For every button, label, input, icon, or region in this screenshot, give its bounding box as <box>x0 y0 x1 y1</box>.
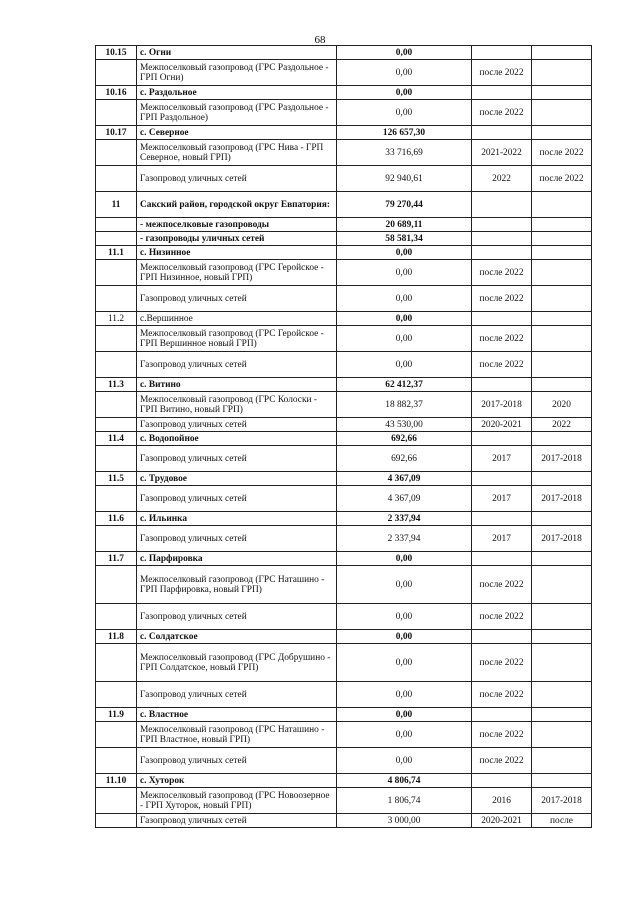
row-name-cell: - межпоселковые газопроводы <box>137 218 337 232</box>
row-name-cell: Газопровод уличных сетей <box>137 682 337 708</box>
row-number-cell: 11.6 <box>96 512 137 526</box>
row-year-start-cell: после 2022 <box>472 566 532 604</box>
row-year-start-cell: после 2022 <box>472 326 532 352</box>
table-row <box>96 526 592 552</box>
row-year-start-cell: после 2022 <box>472 100 532 126</box>
row-number-cell: 11.2 <box>96 312 137 326</box>
row-year-start-cell: после 2022 <box>472 604 532 630</box>
row-name-cell: с. Водопойное <box>137 432 337 446</box>
table-row <box>96 352 592 378</box>
row-number-cell: 10.16 <box>96 86 137 100</box>
table-row <box>96 446 592 472</box>
row-value-cell: 4 367,09 <box>337 486 472 512</box>
row-year-start-cell: 2020-2021 <box>472 418 532 432</box>
page-number: 68 <box>314 34 326 46</box>
row-year-end-cell <box>532 60 592 86</box>
row-value-cell: 0,00 <box>337 708 472 722</box>
row-number-cell <box>96 218 137 232</box>
row-year-start-cell: 2017-2018 <box>472 392 532 418</box>
table-row <box>96 788 592 814</box>
table-row <box>96 392 592 418</box>
table-row <box>96 46 592 60</box>
row-number-cell <box>96 60 137 86</box>
row-number-cell <box>96 682 137 708</box>
row-year-start-cell: после 2022 <box>472 60 532 86</box>
row-year-start-cell: 2017 <box>472 446 532 472</box>
row-year-start-cell <box>472 46 532 60</box>
row-number-cell: 11.3 <box>96 378 137 392</box>
row-number-cell <box>96 526 137 552</box>
row-number-cell: 10.17 <box>96 126 137 140</box>
row-value-cell: 0,00 <box>337 246 472 260</box>
table-row <box>96 326 592 352</box>
table-row <box>96 774 592 788</box>
row-value-cell: 0,00 <box>337 86 472 100</box>
row-value-cell: 0,00 <box>337 682 472 708</box>
row-name-cell: - газопроводы уличных сетей <box>137 232 337 246</box>
row-value-cell: 0,00 <box>337 352 472 378</box>
row-value-cell: 18 882,37 <box>337 392 472 418</box>
row-year-end-cell <box>532 312 592 326</box>
table-row <box>96 432 592 446</box>
row-value-cell: 0,00 <box>337 722 472 748</box>
row-value-cell: 126 657,30 <box>337 126 472 140</box>
row-number-cell: 11.10 <box>96 774 137 788</box>
row-year-end-cell <box>532 232 592 246</box>
row-name-cell: Газопровод уличных сетей <box>137 446 337 472</box>
row-name-cell: Межпоселковый газопровод (ГРС Наташино - ГРП Властное, новый ГРП) <box>137 722 337 748</box>
row-name-cell: с. Северное <box>137 126 337 140</box>
row-year-start-cell: после 2022 <box>472 260 532 286</box>
row-number-cell: 11.8 <box>96 630 137 644</box>
row-name-cell: Газопровод уличных сетей <box>137 604 337 630</box>
row-name-cell: Сакский район, городской округ Евпатория: <box>137 192 337 218</box>
table-row <box>96 486 592 512</box>
row-year-end-cell: после <box>532 814 592 828</box>
row-name-cell: с. Хуторок <box>137 774 337 788</box>
row-name-cell: с. Солдатское <box>137 630 337 644</box>
table-row <box>96 630 592 644</box>
row-year-start-cell <box>472 126 532 140</box>
row-name-cell: с. Парфировка <box>137 552 337 566</box>
row-year-end-cell <box>532 286 592 312</box>
row-year-end-cell: 2020 <box>532 392 592 418</box>
table-row <box>96 312 592 326</box>
row-year-end-cell <box>532 552 592 566</box>
row-number-cell <box>96 788 137 814</box>
row-number-cell <box>96 286 137 312</box>
row-year-end-cell: 2017-2018 <box>532 446 592 472</box>
row-year-end-cell: после 2022 <box>532 166 592 192</box>
row-value-cell: 2 337,94 <box>337 512 472 526</box>
row-value-cell: 0,00 <box>337 260 472 286</box>
table-row <box>96 418 592 432</box>
row-number-cell: 10.15 <box>96 46 137 60</box>
row-name-cell: Газопровод уличных сетей <box>137 526 337 552</box>
row-year-end-cell <box>532 46 592 60</box>
row-year-start-cell <box>472 86 532 100</box>
row-name-cell: Межпоселковый газопровод (ГРС Наташино - ГРП Парфировка, новый ГРП) <box>137 566 337 604</box>
row-value-cell: 92 940,61 <box>337 166 472 192</box>
table-row <box>96 260 592 286</box>
row-year-start-cell <box>472 630 532 644</box>
table-row <box>96 722 592 748</box>
row-year-start-cell: после 2022 <box>472 682 532 708</box>
row-year-end-cell <box>532 748 592 774</box>
row-number-cell <box>96 722 137 748</box>
row-value-cell: 4 367,09 <box>337 472 472 486</box>
row-value-cell: 0,00 <box>337 630 472 644</box>
row-name-cell: Газопровод уличных сетей <box>137 814 337 828</box>
row-name-cell: с.Вершинное <box>137 312 337 326</box>
row-year-end-cell: 2017-2018 <box>532 526 592 552</box>
row-value-cell: 1 806,74 <box>337 788 472 814</box>
row-year-start-cell <box>472 512 532 526</box>
row-year-start-cell <box>472 708 532 722</box>
row-year-start-cell <box>472 192 532 218</box>
row-name-cell: с. Раздольное <box>137 86 337 100</box>
row-year-end-cell <box>532 432 592 446</box>
table-row <box>96 126 592 140</box>
row-year-end-cell <box>532 192 592 218</box>
row-value-cell: 20 689,11 <box>337 218 472 232</box>
row-number-cell <box>96 100 137 126</box>
row-number-cell <box>96 232 137 246</box>
row-year-start-cell: после 2022 <box>472 352 532 378</box>
row-year-start-cell <box>472 378 532 392</box>
table-row <box>96 100 592 126</box>
row-value-cell: 0,00 <box>337 552 472 566</box>
row-name-cell: Газопровод уличных сетей <box>137 166 337 192</box>
row-number-cell <box>96 392 137 418</box>
row-year-end-cell <box>532 378 592 392</box>
row-name-cell: с. Ильинка <box>137 512 337 526</box>
row-number-cell <box>96 260 137 286</box>
row-year-end-cell <box>532 566 592 604</box>
row-year-start-cell: 2017 <box>472 486 532 512</box>
row-number-cell: 11.4 <box>96 432 137 446</box>
row-year-start-cell: после 2022 <box>472 286 532 312</box>
table-row <box>96 644 592 682</box>
row-year-start-cell: 2020-2021 <box>472 814 532 828</box>
table-row <box>96 472 592 486</box>
table-row <box>96 192 592 218</box>
row-name-cell: Межпоселковый газопровод (ГРС Геройское - ГРП Низинное, новый ГРП) <box>137 260 337 286</box>
row-number-cell <box>96 486 137 512</box>
table-body <box>96 46 592 828</box>
row-number-cell <box>96 140 137 166</box>
row-number-cell: 11 <box>96 192 137 218</box>
row-year-end-cell <box>532 326 592 352</box>
row-name-cell: Газопровод уличных сетей <box>137 748 337 774</box>
row-value-cell: 0,00 <box>337 46 472 60</box>
row-year-start-cell: после 2022 <box>472 748 532 774</box>
row-name-cell: с. Трудовое <box>137 472 337 486</box>
table-row <box>96 286 592 312</box>
table-row <box>96 708 592 722</box>
row-number-cell <box>96 748 137 774</box>
table-row <box>96 378 592 392</box>
row-value-cell: 692,66 <box>337 446 472 472</box>
row-year-start-cell <box>472 472 532 486</box>
row-name-cell: Газопровод уличных сетей <box>137 352 337 378</box>
row-value-cell: 0,00 <box>337 644 472 682</box>
row-name-cell: Межпоселковый газопровод (ГРС Новоозерное - ГРП Хуторок, новый ГРП) <box>137 788 337 814</box>
row-name-cell: с. Витино <box>137 378 337 392</box>
row-year-end-cell: 2022 <box>532 418 592 432</box>
table-row <box>96 604 592 630</box>
row-year-start-cell <box>472 432 532 446</box>
row-name-cell: Межпоселковый газопровод (ГРС Добрушино - ГРП Солдатское, новый ГРП) <box>137 644 337 682</box>
row-value-cell: 3 000,00 <box>337 814 472 828</box>
row-number-cell <box>96 166 137 192</box>
table-row <box>96 246 592 260</box>
row-value-cell: 79 270,44 <box>337 192 472 218</box>
row-year-start-cell <box>472 552 532 566</box>
row-name-cell: Межпоселковый газопровод (ГРС Нива - ГРП Северное, новый ГРП) <box>137 140 337 166</box>
row-year-end-cell <box>532 722 592 748</box>
row-name-cell: с. Огни <box>137 46 337 60</box>
row-number-cell <box>96 814 137 828</box>
row-year-start-cell <box>472 774 532 788</box>
row-year-start-cell <box>472 246 532 260</box>
row-year-end-cell <box>532 644 592 682</box>
row-number-cell: 11.5 <box>96 472 137 486</box>
row-name-cell: Межпоселковый газопровод (ГРС Колоски - ГРП Витино, новый ГРП) <box>137 392 337 418</box>
table-row <box>96 218 592 232</box>
row-value-cell: 43 530,00 <box>337 418 472 432</box>
row-year-end-cell: 2017-2018 <box>532 486 592 512</box>
row-number-cell <box>96 418 137 432</box>
row-year-start-cell: 2017 <box>472 526 532 552</box>
row-name-cell: Газопровод уличных сетей <box>137 286 337 312</box>
row-number-cell <box>96 352 137 378</box>
row-value-cell: 0,00 <box>337 312 472 326</box>
row-number-cell: 11.1 <box>96 246 137 260</box>
row-year-start-cell: 2016 <box>472 788 532 814</box>
row-value-cell: 0,00 <box>337 604 472 630</box>
row-year-end-cell <box>532 218 592 232</box>
row-name-cell: Межпоселковый газопровод (ГРС Геройское - ГРП Вершинное новый ГРП) <box>137 326 337 352</box>
row-number-cell: 11.9 <box>96 708 137 722</box>
row-year-end-cell <box>532 86 592 100</box>
table-row <box>96 232 592 246</box>
table-row <box>96 140 592 166</box>
table-row <box>96 86 592 100</box>
row-value-cell: 0,00 <box>337 748 472 774</box>
row-year-end-cell <box>532 352 592 378</box>
row-year-end-cell <box>532 604 592 630</box>
row-year-end-cell <box>532 260 592 286</box>
row-number-cell <box>96 446 137 472</box>
row-name-cell: с. Властное <box>137 708 337 722</box>
row-value-cell: 0,00 <box>337 326 472 352</box>
row-name-cell: с. Низинное <box>137 246 337 260</box>
row-year-end-cell <box>532 246 592 260</box>
row-value-cell: 692,66 <box>337 432 472 446</box>
row-value-cell: 33 716,69 <box>337 140 472 166</box>
row-year-end-cell <box>532 630 592 644</box>
row-name-cell: Межпоселковый газопровод (ГРС Раздольное - ГРП Раздольное) <box>137 100 337 126</box>
table-row <box>96 60 592 86</box>
row-name-cell: Межпоселковый газопровод (ГРС Раздольное - ГРП Огни) <box>137 60 337 86</box>
table-row <box>96 166 592 192</box>
row-number-cell <box>96 566 137 604</box>
row-year-start-cell: 2021-2022 <box>472 140 532 166</box>
row-year-end-cell <box>532 126 592 140</box>
row-value-cell: 0,00 <box>337 286 472 312</box>
row-value-cell: 0,00 <box>337 60 472 86</box>
row-number-cell: 11.7 <box>96 552 137 566</box>
row-value-cell: 58 581,34 <box>337 232 472 246</box>
row-value-cell: 0,00 <box>337 566 472 604</box>
row-year-end-cell: 2017-2018 <box>532 788 592 814</box>
row-year-end-cell <box>532 512 592 526</box>
table-row <box>96 748 592 774</box>
table-row <box>96 682 592 708</box>
row-name-cell: Газопровод уличных сетей <box>137 486 337 512</box>
row-year-start-cell: после 2022 <box>472 644 532 682</box>
table-row <box>96 814 592 828</box>
row-year-start-cell: после 2022 <box>472 722 532 748</box>
row-name-cell: Газопровод уличных сетей <box>137 418 337 432</box>
row-year-end-cell <box>532 774 592 788</box>
row-year-end-cell <box>532 472 592 486</box>
row-year-end-cell <box>532 682 592 708</box>
row-year-start-cell <box>472 232 532 246</box>
row-year-end-cell: после 2022 <box>532 140 592 166</box>
row-year-end-cell <box>532 708 592 722</box>
row-year-start-cell <box>472 218 532 232</box>
table-row <box>96 566 592 604</box>
table-row <box>96 552 592 566</box>
row-value-cell: 2 337,94 <box>337 526 472 552</box>
row-number-cell <box>96 644 137 682</box>
row-number-cell <box>96 604 137 630</box>
row-year-start-cell <box>472 312 532 326</box>
gas-pipeline-table <box>95 45 592 828</box>
row-year-end-cell <box>532 100 592 126</box>
row-value-cell: 0,00 <box>337 100 472 126</box>
row-year-start-cell: 2022 <box>472 166 532 192</box>
row-value-cell: 4 806,74 <box>337 774 472 788</box>
table-row <box>96 512 592 526</box>
row-value-cell: 62 412,37 <box>337 378 472 392</box>
row-number-cell <box>96 326 137 352</box>
